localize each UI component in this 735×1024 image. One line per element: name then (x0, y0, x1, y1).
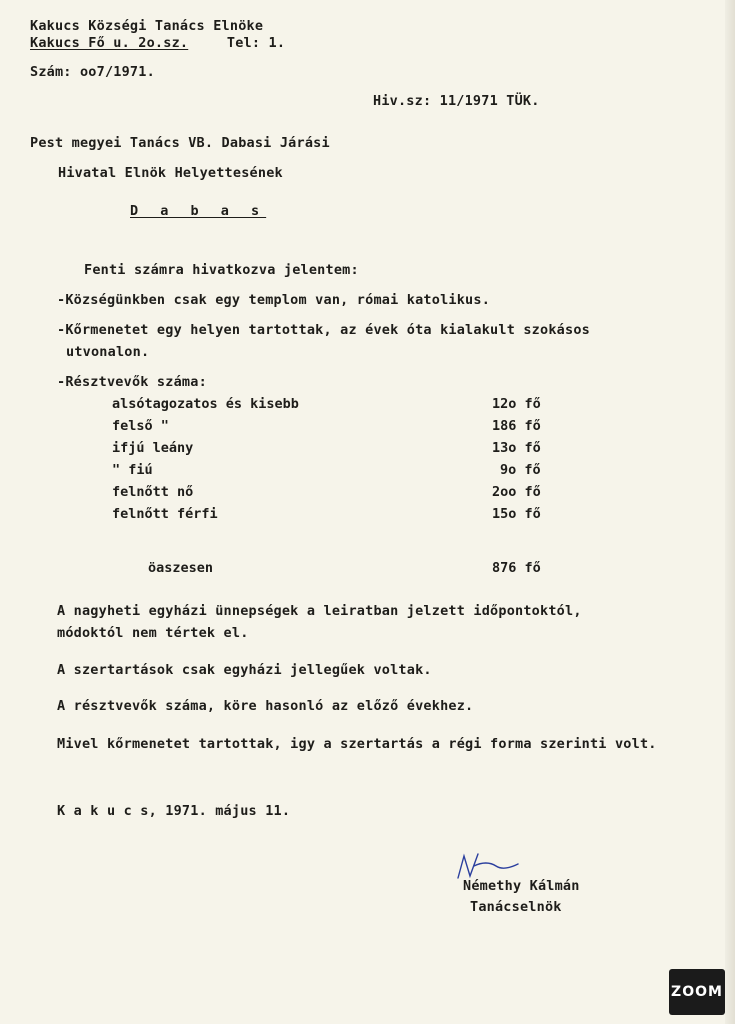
sender-line: Kakucs Községi Tanács Elnöke (30, 18, 264, 34)
closing-p1-b: módoktól nem tértek el. (57, 625, 249, 641)
total-label: öaszesen (148, 560, 214, 576)
closing-p1-a: A nagyheti egyházi ünnepségek a leiratban jelzett időpontoktól, (57, 603, 582, 619)
participant-value: 15o fő (492, 506, 541, 522)
participant-label: felső " (112, 418, 169, 434)
closing-p3: A résztvevők száma, köre hasonló az előző évekhez. (57, 698, 474, 714)
participant-label: alsótagozatos és kisebb (112, 396, 299, 412)
recipient-line-2: Hivatal Elnök Helyettesének (58, 165, 283, 181)
zoom-logo: ZOOM (669, 969, 725, 1015)
item-procession-a: -Kőrmenetet egy helyen tartottak, az évek óta kialakult szokásos (57, 322, 590, 338)
participant-value: 13o fő (492, 440, 541, 456)
paper-edge (725, 0, 735, 1024)
participant-label: " fiú (112, 462, 153, 478)
participant-value: 9o fő (500, 462, 541, 478)
participant-value: 2oo fő (492, 484, 541, 500)
sender-tel: Tel: 1. (226, 35, 286, 51)
participant-value: 186 fő (492, 418, 541, 434)
intro-text: Fenti számra hivatkozva jelentem: (84, 262, 359, 278)
recipient-city: D a b a s (130, 203, 267, 219)
total-value: 876 fő (492, 560, 541, 576)
participant-label: felnőtt férfi (112, 506, 218, 522)
closing-p4: Mivel kőrmenetet tartottak, igy a szertartás a régi forma szerinti volt. (57, 736, 657, 752)
item-churches: -Községünkben csak egy templom van, római katolikus. (57, 292, 491, 308)
recipient-line-1: Pest megyei Tanács VB. Dabasi Járási (30, 135, 330, 151)
item-participants-heading: -Résztvevők száma: (57, 374, 207, 390)
sender-address-row (30, 35, 285, 51)
date-line: K a k u c s, 1971. május 11. (57, 803, 291, 819)
participant-label: ifjú leány (112, 440, 194, 456)
sender-address: Kakucs Fő u. 2o.sz. (30, 35, 189, 51)
item-procession-b: utvonalon. (66, 344, 150, 360)
participant-value: 12o fő (492, 396, 541, 412)
signatory-name: Némethy Kálmán (463, 878, 580, 894)
document-number: Szám: oo7/1971. (30, 64, 155, 80)
closing-p2: A szertartások csak egyházi jellegűek voltak. (57, 662, 432, 678)
reference-number: Hiv.sz: 11/1971 TÜK. (373, 93, 540, 109)
signatory-title: Tanácselnök (470, 899, 562, 915)
participant-label: felnőtt nő (112, 484, 194, 500)
